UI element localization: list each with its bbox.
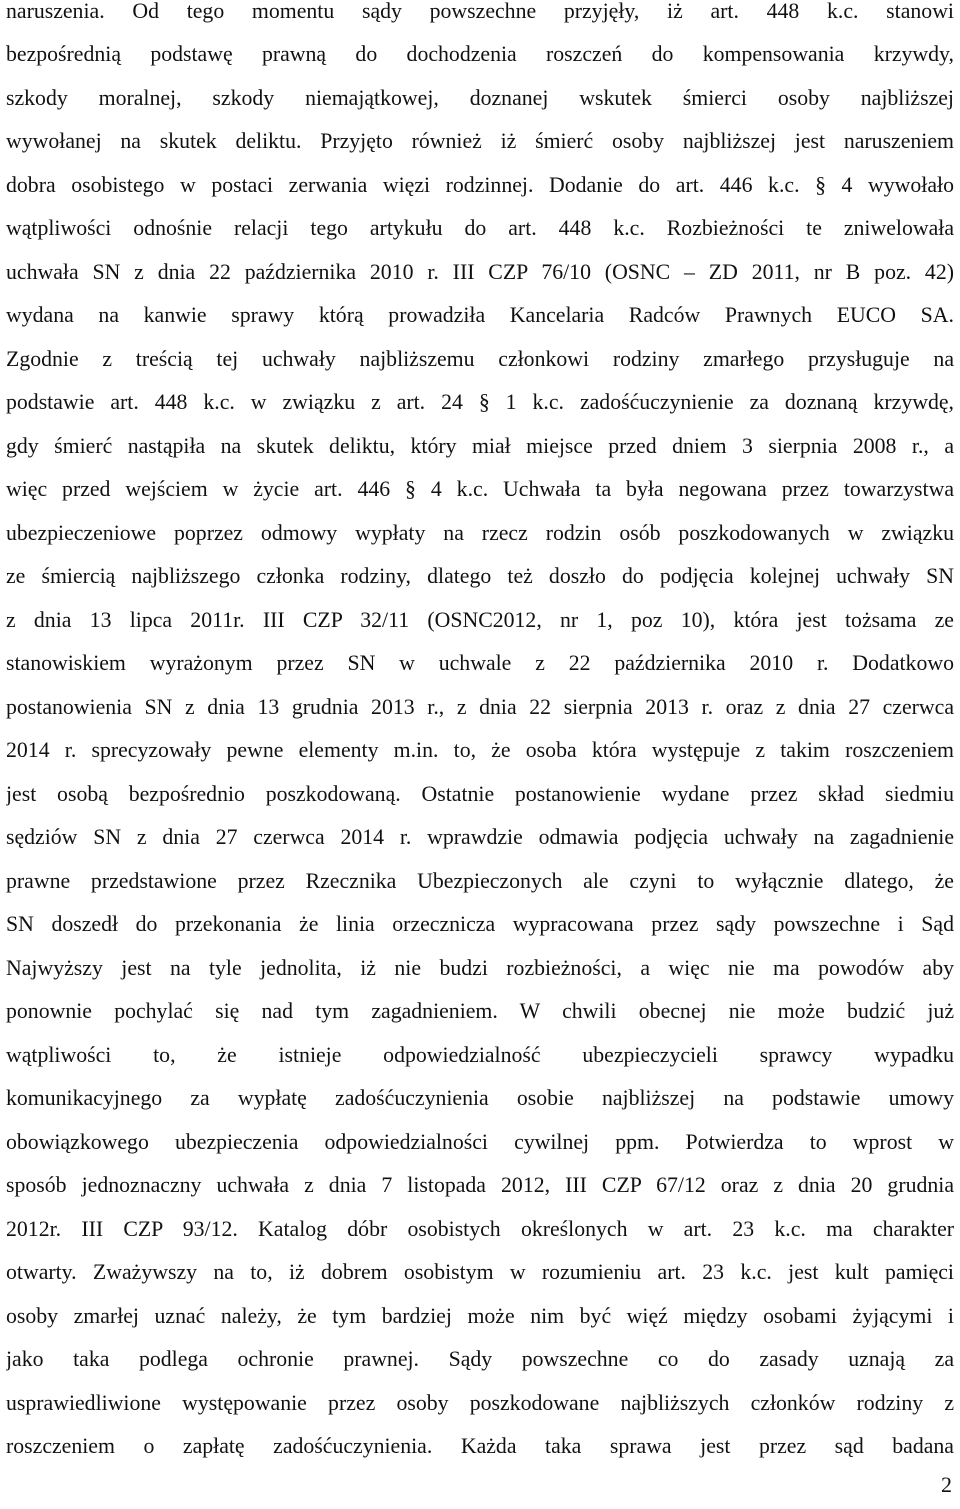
text-line: sędziów SN z dnia 27 czerwca 2014 r. wprawdzie odmawia podjęcia uchwały na zagadnienie — [6, 825, 954, 849]
text-line: wydana na kanwie sprawy którą prowadziła Kancelaria Radców Prawnych EUCO SA. — [6, 303, 954, 327]
text-line: jest osobą bezpośrednio poszkodowaną. Ostatnie postanowienie wydane przez skład siedmiu — [6, 782, 954, 806]
text-line: naruszenia. Od tego momentu sądy powszechne przyjęły, iż art. 448 k.c. stanowi — [6, 0, 954, 23]
text-line: wątpliwości to, że istnieje odpowiedzialność ubezpieczycieli sprawcy wypadku — [6, 1043, 954, 1067]
text-line: osoby zmarłej uznać należy, że tym bardziej może nim być więź między osobami żyjącymi i — [6, 1304, 954, 1328]
text-line: roszczeniem o zapłatę zadośćuczynienia. Każda taka sprawa jest przez sąd badana — [6, 1434, 954, 1458]
text-line: Najwyższy jest na tyle jednolita, iż nie budzi rozbieżności, a więc nie ma powodów aby — [6, 956, 954, 980]
text-line: wywołanej na skutek deliktu. Przyjęto również iż śmierć osoby najbliższej jest naruszeniem — [6, 129, 954, 153]
text-line: prawne przedstawione przez Rzecznika Ubezpieczonych ale czyni to wyłącznie dlatego, że — [6, 869, 954, 893]
text-line: jako taka podlega ochronie prawnej. Sądy powszechne co do zasady uznają za — [6, 1347, 954, 1371]
text-line: komunikacyjnego za wypłatę zadośćuczynienia osobie najbliższej na podstawie umowy — [6, 1086, 954, 1110]
text-line: z dnia 13 lipca 2011r. III CZP 32/11 (OSNC2012, nr 1, poz 10), która jest tożsama ze — [6, 608, 954, 632]
text-line: dobra osobistego w postaci zerwania więzi rodzinnej. Dodanie do art. 446 k.c. § 4 wywołało — [6, 173, 954, 197]
page-number: 2 — [941, 1472, 952, 1497]
text-line: uchwała SN z dnia 22 października 2010 r. III CZP 76/10 (OSNC – ZD 2011, nr B poz. 42) — [6, 260, 954, 284]
text-line: SN doszedł do przekonania że linia orzecznicza wypracowana przez sądy powszechne i Sąd — [6, 912, 954, 936]
text-line: ze śmiercią najbliższego członka rodziny, dlatego też doszło do podjęcia kolejnej uchwały SN — [6, 564, 954, 588]
text-line: 2012r. III CZP 93/12. Katalog dóbr osobistych określonych w art. 23 k.c. ma charakter — [6, 1217, 954, 1241]
text-line: wątpliwości odnośnie relacji tego artykułu do art. 448 k.c. Rozbieżności te zniwelowała — [6, 216, 954, 240]
text-line: bezpośrednią podstawę prawną do dochodzenia roszczeń do kompensowania krzywdy, — [6, 42, 954, 66]
text-line: Zgodnie z treścią tej uchwały najbliższemu członkowi rodziny zmarłego przysługuje na — [6, 347, 954, 371]
text-line: stanowiskiem wyrażonym przez SN w uchwale z 22 października 2010 r. Dodatkowo — [6, 651, 954, 675]
text-line: ponownie pochylać się nad tym zagadnieniem. W chwili obecnej nie może budzić już — [6, 999, 954, 1023]
text-line: otwarty. Zważywszy na to, iż dobrem osobistym w rozumieniu art. 23 k.c. jest kult pamięci — [6, 1260, 954, 1284]
text-line: sposób jednoznaczny uchwała z dnia 7 listopada 2012, III CZP 67/12 oraz z dnia 20 grudnia — [6, 1173, 954, 1197]
text-line: ubezpieczeniowe poprzez odmowy wypłaty na rzecz rodzin osób poszkodowanych w związku — [6, 521, 954, 545]
text-line: postanowienia SN z dnia 13 grudnia 2013 r., z dnia 22 sierpnia 2013 r. oraz z dnia 27 czerwca — [6, 695, 954, 719]
text-line: 2014 r. sprecyzowały pewne elementy m.in. to, że osoba która występuje z takim roszczeniem — [6, 738, 954, 762]
text-line: więc przed wejściem w życie art. 446 § 4 k.c. Uchwała ta była negowana przez towarzystwa — [6, 477, 954, 501]
text-line: usprawiedliwione występowanie przez osoby poszkodowane najbliższych członków rodziny z — [6, 1391, 954, 1415]
text-line: podstawie art. 448 k.c. w związku z art. 24 § 1 k.c. zadośćuczynienie za doznaną krzywdę, — [6, 390, 954, 414]
text-line: szkody moralnej, szkody niemajątkowej, doznanej wskutek śmierci osoby najbliższej — [6, 86, 954, 110]
text-line: gdy śmierć nastąpiła na skutek deliktu, który miał miejsce przed dniem 3 sierpnia 2008 r., a — [6, 434, 954, 458]
text-line: obowiązkowego ubezpieczenia odpowiedzialności cywilnej ppm. Potwierdza to wprost w — [6, 1130, 954, 1154]
